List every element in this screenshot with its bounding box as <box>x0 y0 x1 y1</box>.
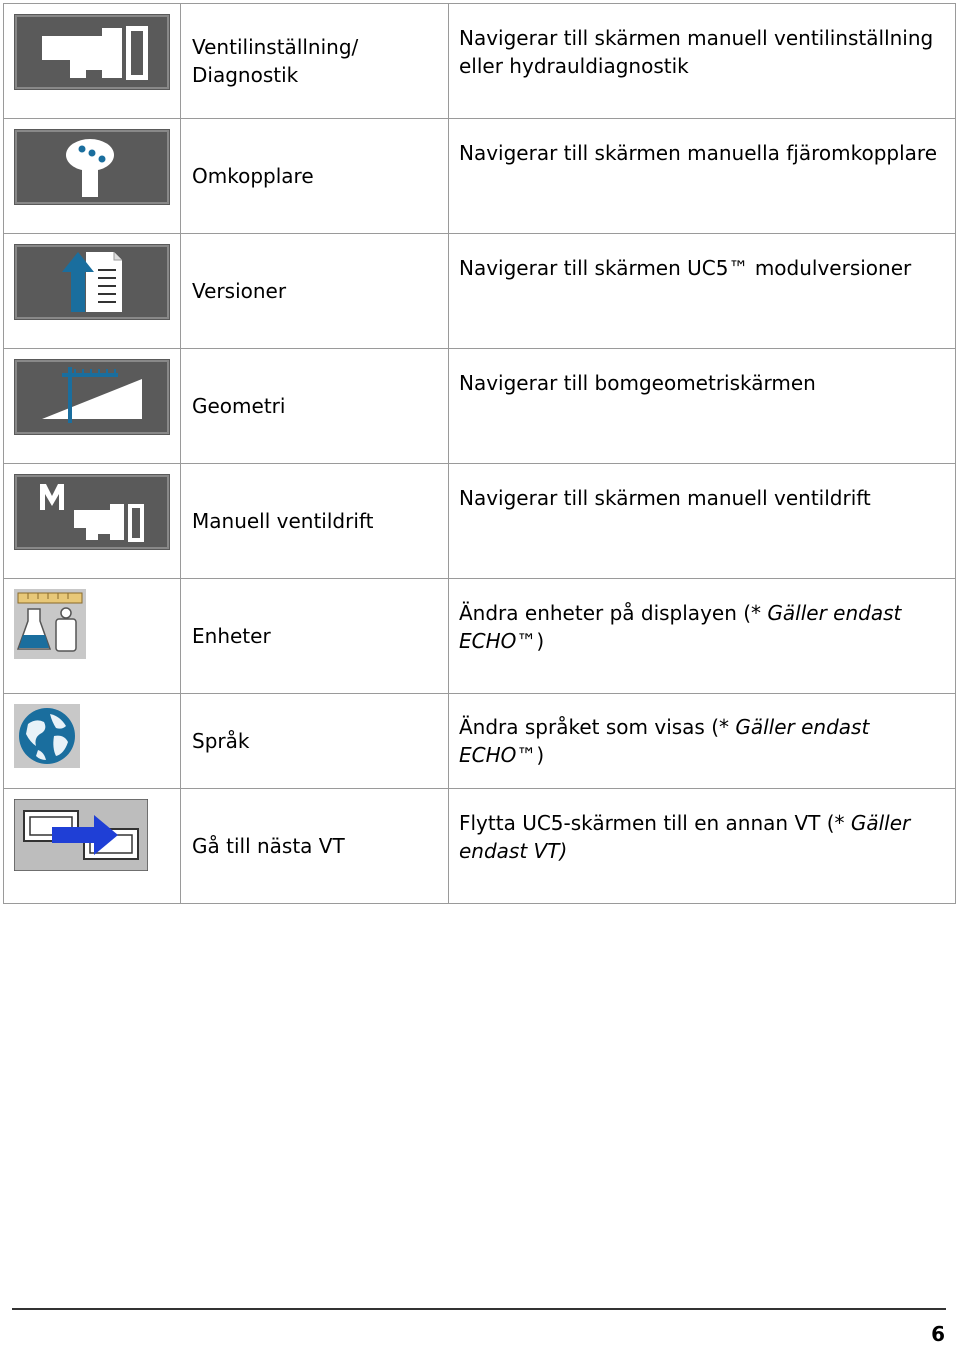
icon-cell <box>4 789 181 904</box>
row-name: Versioner <box>181 234 449 349</box>
row-description: Navigerar till skärmen manuell ventilinställning eller hydrauldiagnostik <box>449 4 956 119</box>
icon-cell <box>4 119 181 234</box>
icon-cell <box>4 4 181 119</box>
row-name: Gå till nästa VT <box>181 789 449 904</box>
row-description: Navigerar till skärmen UC5™ modulversioner <box>449 234 956 349</box>
valve-settings-icon <box>14 14 170 90</box>
icon-cell <box>4 694 181 789</box>
icon-cell <box>4 349 181 464</box>
row-name: Enheter <box>181 579 449 694</box>
table-row <box>4 694 956 789</box>
table-row <box>4 234 956 349</box>
row-name: Språk <box>181 694 449 789</box>
footer-rule <box>12 1308 946 1310</box>
row-description: Navigerar till skärmen manuella fjäromkopplare <box>449 119 956 234</box>
next-vt-icon <box>14 799 148 871</box>
table-row <box>4 349 956 464</box>
switch-icon <box>14 129 170 205</box>
row-description: Navigerar till skärmen manuell ventildrift <box>449 464 956 579</box>
table-row <box>4 119 956 234</box>
row-description: Flytta UC5-skärmen till en annan VT (* Gäller endast VT) <box>449 789 956 904</box>
versions-icon <box>14 244 170 320</box>
units-icon <box>14 589 86 659</box>
table-row <box>4 789 956 904</box>
row-name: Omkopplare <box>181 119 449 234</box>
icon-cell <box>4 579 181 694</box>
row-description: Ändra enheter på displayen (* Gäller endast ECHO™) <box>449 579 956 694</box>
row-name: Ventilinställning/ Diagnostik <box>181 4 449 119</box>
table-row <box>4 579 956 694</box>
globe-icon <box>14 704 80 768</box>
row-name: Manuell ventildrift <box>181 464 449 579</box>
icon-cell <box>4 234 181 349</box>
icon-reference-table <box>3 3 956 904</box>
geometry-icon <box>14 359 170 435</box>
table-row <box>4 464 956 579</box>
manual-valve-icon <box>14 474 170 550</box>
row-name: Geometri <box>181 349 449 464</box>
icon-cell <box>4 464 181 579</box>
page-number: 6 <box>931 1322 945 1346</box>
row-description: Navigerar till bomgeometriskärmen <box>449 349 956 464</box>
table-row <box>4 4 956 119</box>
row-description: Ändra språket som visas (* Gäller endast ECHO™) <box>449 694 956 789</box>
